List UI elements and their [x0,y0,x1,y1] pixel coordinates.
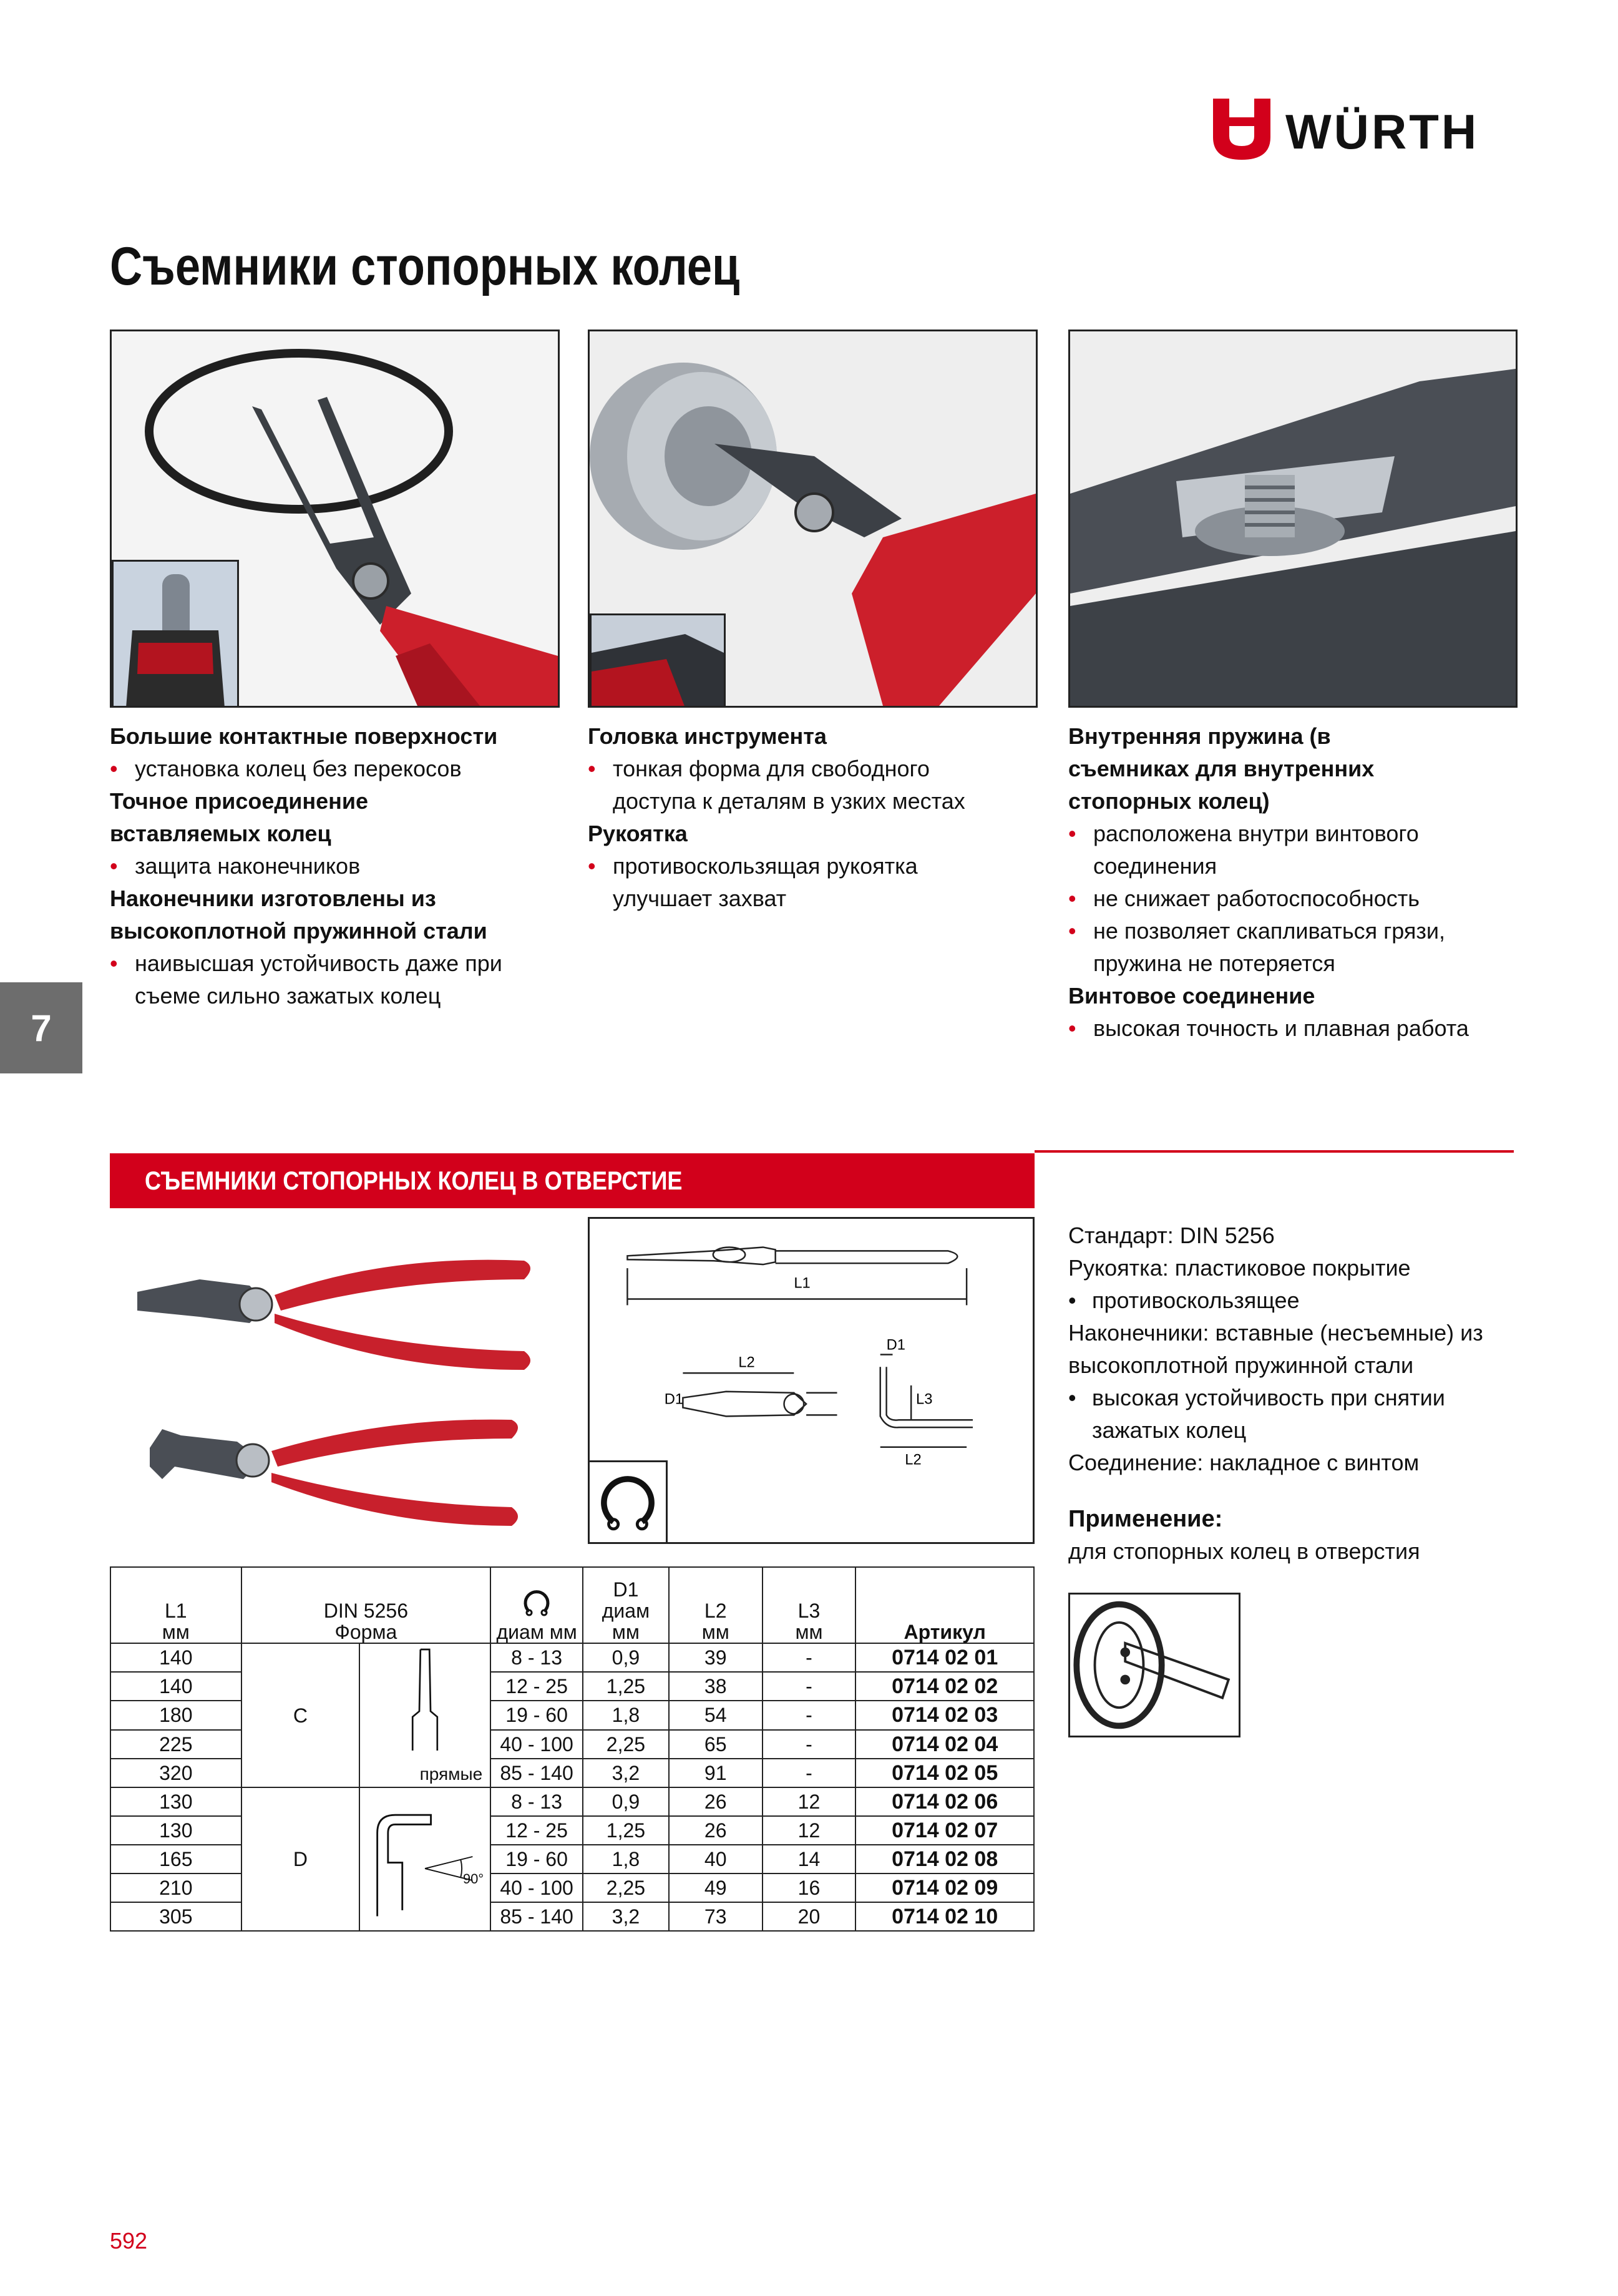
pliers-angled-image [137,1404,524,1548]
form-c-drawing: прямые [359,1643,490,1787]
product-photo-inner-spring [1068,330,1518,708]
table-header-row [110,1567,1034,1643]
feature-heading: Наконечники изготовлены из высокоплотной пружинной стали [110,886,487,944]
feature-bullet: • наивысшая устойчивость даже при съеме сильно зажатых колец [110,947,547,1012]
page-title: Съемники стопорных колец [110,237,740,296]
table-row: 140 C прямые 8 - 13 0,9 39 - 0714 02 01 [110,1643,1034,1672]
brand-name: WÜRTH [1285,104,1479,159]
features-column-1 [110,720,559,1012]
table-row: 140 12 - 25 1,25 38 - 0714 02 02 [110,1672,1034,1701]
application-heading: Применение: [1068,1506,1223,1532]
table-row: 130 12 - 25 1,25 26 12 0714 02 07 [110,1816,1034,1845]
table-row: 210 40 - 100 2,25 49 16 0714 02 09 [110,1873,1034,1902]
spec-bullet: • противоскользящее [1068,1284,1518,1317]
feature-heading: Винтовое соединение [1068,983,1315,1009]
header-article: Артикул [855,1567,1034,1643]
feature-bullet: • расположена внутри винтового соединения [1068,818,1493,882]
dim-label-l3: L3 [916,1391,933,1408]
pliers-straight-image [125,1242,537,1392]
bullet-icon: • [110,756,118,781]
straight-tip-icon [363,1644,487,1756]
features-column-3 [1068,720,1514,1045]
dim-label-l2: L2 [738,1354,755,1371]
dim-label-l1: L1 [794,1275,811,1292]
feature-heading: Точное присоединение вставляемых колец [110,788,369,846]
spec-bullet: • высокая устойчивость при снятии зажатых колец [1068,1382,1491,1447]
table-row: 320 85 - 140 3,2 91 - 0714 02 05 [110,1759,1034,1787]
feature-bullet: • противоскользящая рукоятка улучшает захват [588,850,962,915]
chapter-tab: 7 [0,982,82,1073]
application-text: для стопорных колец в отверстия [1068,1538,1420,1564]
table-row: 165 19 - 60 1,8 40 14 0714 02 08 [110,1845,1034,1873]
header-d1: D1 диам мм [583,1567,669,1643]
feature-bullet: • защита наконечников [110,850,559,882]
bullet-icon: • [1068,1385,1076,1410]
table-row: 305 85 - 140 3,2 73 20 0714 02 10 [110,1902,1034,1931]
form-d-drawing [359,1787,490,1931]
spec-table [110,1566,1035,1932]
bullet-icon: • [1068,1287,1076,1313]
table-row: 225 40 - 100 2,25 65 - 0714 02 04 [110,1730,1034,1759]
retaining-ring-icon [518,1586,555,1618]
bullet-icon: • [1068,821,1076,846]
bullet-icon: • [110,853,118,879]
feature-bullet: • установка колец без перекосов [110,753,559,785]
bullet-icon: • [1068,1015,1076,1041]
spec-line: Рукоятка: пластиковое покрытие [1068,1255,1411,1281]
feature-heading: Головка инструмента [588,723,827,749]
spec-line: Стандарт: DIN 5256 [1068,1223,1275,1248]
wurth-logo-mark [1213,99,1270,160]
header-l2: L2 мм [669,1567,763,1643]
feature-heading: Большие контактные поверхности [110,723,498,749]
product-photo-contact-surfaces [110,330,560,708]
product-photo-tool-head [588,330,1038,708]
feature-bullet: • не снижает работоспособность [1068,882,1514,915]
bullet-icon: • [1068,886,1076,911]
section-title: СЪЕМНИКИ СТОПОРНЫХ КОЛЕЦ В ОТВЕРСТИЕ [110,1153,1035,1208]
header-l3: L3 мм [763,1567,856,1643]
application-image [1068,1593,1240,1737]
feature-bullet: • тонкая форма для свободного доступа к деталям в узких местах [588,753,1000,818]
feature-heading: Рукоятка [588,821,688,846]
bullet-icon: • [110,950,118,976]
form-d-label: D [241,1787,360,1931]
feature-heading: Внутренняя пружина (в съемниках для внутренних стопорных колец) [1068,723,1375,814]
dim-label-d1: D1 [664,1391,684,1408]
table-row: 180 19 - 60 1,8 54 - 0714 02 03 [110,1701,1034,1729]
dim-label-d1-side: D1 [886,1337,905,1354]
retaining-ring-icon [588,1460,668,1544]
tool-head-inset [590,613,726,708]
angle-label: 90° [462,1871,484,1887]
header-l1: L1 мм [110,1567,241,1643]
feature-bullet: • высокая точность и плавная работа [1068,1012,1514,1045]
contact-surface-inset [112,560,239,708]
table-row: 130 D 90° 8 - 13 0,9 26 12 0714 02 06 [110,1787,1034,1816]
form-c-label: C [241,1643,360,1787]
header-ring-range: диам мм [490,1567,583,1643]
feature-bullet: • не позволяет скапливаться грязи, пружина не потеряется [1068,915,1514,980]
bullet-icon: • [588,756,596,781]
dim-label-l2-side: L2 [905,1452,922,1468]
spec-line: Наконечники: вставные (несъемные) из высокоплотной пружинной стали [1068,1320,1483,1378]
header-din: DIN 5256 Форма [241,1567,491,1643]
bullet-icon: • [1068,918,1076,944]
features-column-2 [588,720,1012,915]
page-number: 592 [110,2228,148,2254]
spec-line: Соединение: накладное с винтом [1068,1450,1420,1475]
bullet-icon: • [588,853,596,879]
section-divider [1035,1150,1514,1153]
angled-tip-icon [363,1791,487,1922]
specifications [1068,1219,1518,1568]
